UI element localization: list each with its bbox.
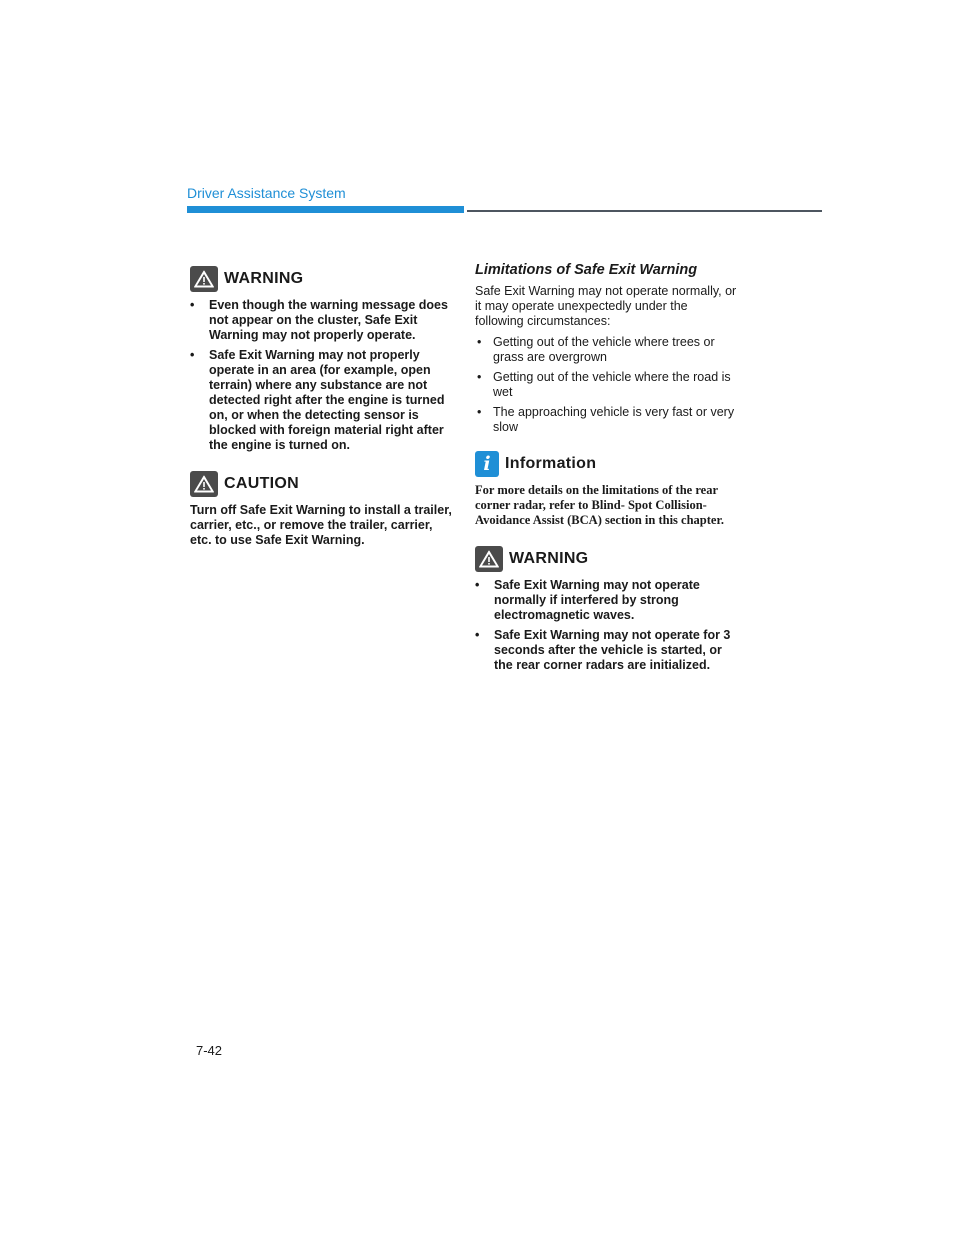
section-intro: Safe Exit Warning may not operate normally, or it may operate unexpectedly under the following circumstances: bbox=[475, 284, 737, 328]
left-column bbox=[190, 262, 452, 548]
information-callout bbox=[475, 451, 737, 528]
header-bar-accent bbox=[187, 206, 464, 213]
caution-header bbox=[190, 471, 452, 497]
warning-title: WARNING bbox=[509, 550, 589, 567]
list-item: • Safe Exit Warning may not operate normally if interfered by strong electromagnetic waves. bbox=[475, 578, 737, 623]
info-icon: i bbox=[475, 451, 499, 477]
limitations-list bbox=[475, 335, 737, 435]
list-item: • The approaching vehicle is very fast or very slow bbox=[475, 405, 737, 435]
caution-callout bbox=[190, 471, 452, 548]
warning-list bbox=[475, 578, 737, 673]
list-item: • Getting out of the vehicle where trees or grass are overgrown bbox=[475, 335, 737, 365]
caution-title: CAUTION bbox=[224, 475, 299, 492]
warning-callout-right bbox=[475, 546, 737, 673]
warning-triangle-icon bbox=[190, 266, 218, 292]
warning-triangle-icon bbox=[475, 546, 503, 572]
list-item: • Even though the warning message does not appear on the cluster, Safe Exit Warning may not properly operate. bbox=[190, 298, 452, 343]
section-title: Limitations of Safe Exit Warning bbox=[475, 262, 698, 278]
list-item: • Safe Exit Warning may not operate for 3 seconds after the vehicle is started, or the rear corner radars are initialized. bbox=[475, 628, 737, 673]
list-item: • Safe Exit Warning may not properly operate in an area (for example, open terrain) where any substance are not detected right after the engine is turned on, or when the detecting sensor is blocked with foreign material right after the engine is turned on. bbox=[190, 348, 452, 453]
warning-header bbox=[475, 546, 737, 572]
right-column bbox=[475, 262, 737, 678]
caution-text: Turn off Safe Exit Warning to install a trailer, carrier, etc., or remove the trailer, carrier, etc. to use Safe Exit Warning. bbox=[190, 503, 452, 547]
page-number: 7-42 bbox=[196, 1043, 223, 1058]
warning-list bbox=[190, 298, 452, 453]
caution-triangle-icon bbox=[190, 471, 218, 497]
header-title: Driver Assistance System bbox=[187, 185, 346, 201]
warning-callout bbox=[190, 266, 452, 453]
information-header bbox=[475, 451, 737, 477]
header-bar-rule bbox=[467, 210, 822, 212]
warning-header bbox=[190, 266, 452, 292]
list-item: • Getting out of the vehicle where the road is wet bbox=[475, 370, 737, 400]
warning-title: WARNING bbox=[224, 270, 304, 287]
information-title: Information bbox=[505, 455, 597, 472]
information-text: For more details on the limitations of the rear corner radar, refer to Blind- Spot Collision-Avoidance Assist (BCA) section in this chapter. bbox=[475, 483, 724, 527]
